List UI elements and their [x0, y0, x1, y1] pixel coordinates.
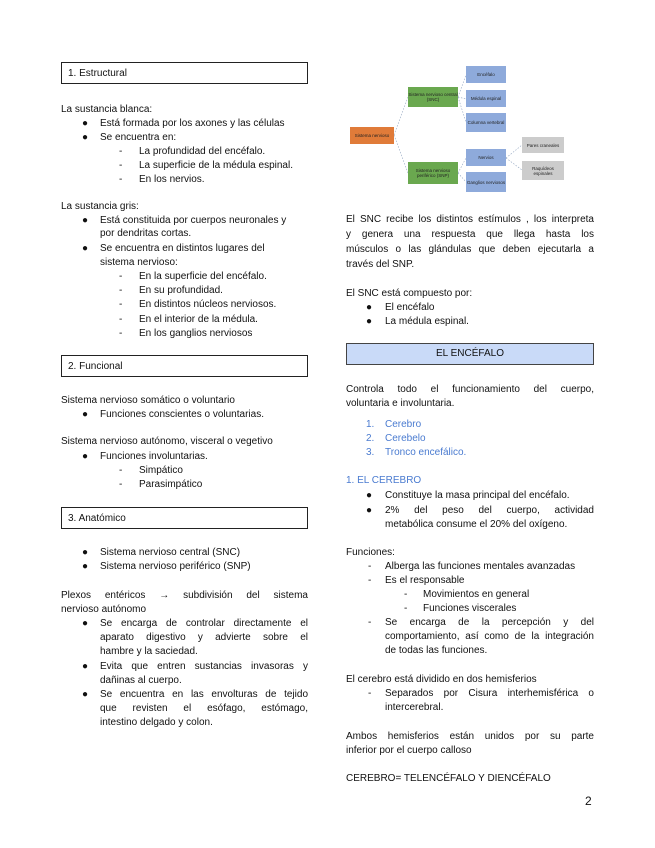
- list-item: En su profundidad.: [139, 285, 223, 296]
- text-plexos-title-cont: nervioso autónomo: [61, 604, 147, 615]
- list-item: En la superficie del encéfalo.: [139, 271, 267, 282]
- list-item-cont: por dendritas cortas.: [100, 228, 192, 239]
- list-item: Simpático: [139, 465, 183, 476]
- dash: -: [404, 589, 408, 600]
- ordered-item-cerebelo: Cerebelo: [385, 433, 426, 444]
- text-sustancia-gris-title: La sustancia gris:: [61, 201, 139, 212]
- subheading-cerebro: 1. EL CEREBRO: [346, 475, 422, 486]
- list-item: Sistema nervioso central (SNC): [100, 547, 241, 558]
- text-plexos-title: Plexos entéricos → subdivisión del sistema: [61, 590, 308, 601]
- bullet: ●: [366, 316, 373, 327]
- ordered-item-cerebro: Cerebro: [385, 419, 422, 430]
- text-autonomo-title: Sistema nervioso autónomo, visceral o vegetivo: [61, 436, 273, 447]
- bullet: ●: [82, 451, 89, 462]
- text-hemisferios: El cerebro está dividido en dos hemisferios: [346, 674, 537, 685]
- text-somatico-title: Sistema nervioso somático o voluntario: [61, 395, 235, 406]
- diagram-node-raquideos: Raquídeos espinales: [522, 161, 564, 180]
- bullet: ●: [82, 618, 89, 629]
- ordered-number: 2.: [366, 433, 375, 444]
- list-item: Está formada por los axones y las células: [100, 118, 285, 129]
- list-item: 2% del peso del cuerpo, actividad: [385, 505, 594, 516]
- paragraph-unidos-cont: inferior por el cuerpo calloso: [346, 745, 472, 756]
- dash: -: [119, 271, 123, 282]
- list-item: La médula espinal.: [385, 316, 469, 327]
- bullet: ●: [82, 243, 89, 254]
- list-item: Evita que entren sustancias invasoras y: [100, 661, 308, 672]
- dash: -: [119, 174, 123, 185]
- list-item-cont: comportamiento, así como de la integración: [385, 631, 594, 642]
- list-item-cont: sistema nervioso:: [100, 257, 178, 268]
- list-item: En el interior de la médula.: [139, 314, 258, 325]
- bullet: ●: [82, 132, 89, 143]
- text-funciones: Funciones:: [346, 547, 395, 558]
- bullet: ●: [82, 561, 89, 572]
- paragraph-snc-cont: y genera una respuesta que llega hasta los: [346, 229, 594, 240]
- list-item: Funciones conscientes o voluntarias.: [100, 409, 264, 420]
- list-item: Es el responsable: [385, 575, 465, 586]
- paragraph-snc: El SNC recibe los distintos estímulos , los interpreta: [346, 214, 594, 225]
- list-item-cont: intestino delgado y colon.: [100, 717, 213, 728]
- list-item: En los ganglios nerviosos: [139, 328, 253, 339]
- dash: -: [368, 561, 372, 572]
- dash: -: [368, 688, 372, 699]
- text-compuesto: El SNC está compuesto por:: [346, 288, 473, 299]
- paragraph-controla: Controla todo el funcionamiento del cuerpo,: [346, 384, 594, 395]
- list-item: Está constituida por cuerpos neuronales y: [100, 215, 287, 226]
- list-item: Se encarga de la percepción y del: [385, 617, 594, 628]
- diagram-node-nervios: Nervios: [466, 149, 506, 166]
- paragraph-controla-cont: voluntaria e involuntaria.: [346, 398, 455, 409]
- section-heading-funcional: 2. Funcional: [61, 355, 308, 377]
- bullet: ●: [82, 689, 89, 700]
- list-item: Sistema nervioso periférico (SNP): [100, 561, 251, 572]
- diagram-node-root: Sistema nervioso: [350, 127, 394, 144]
- paragraph-snc-cont: músculos o las glándulas que deben ejecutarla a: [346, 244, 594, 255]
- list-item: Se encuentra en:: [100, 132, 177, 143]
- list-item-cont: hambre y la saciedad.: [100, 646, 198, 657]
- section-heading-anatomico: 3. Anatómico: [61, 507, 308, 529]
- list-item-cont: dañinas al cuerpo.: [100, 675, 182, 686]
- list-item: Parasimpático: [139, 479, 203, 490]
- dash: -: [119, 314, 123, 325]
- list-item: Movimientos en general: [423, 589, 530, 600]
- diagram-node-columna: Columna vertebral: [466, 113, 506, 132]
- list-item: Funciones viscerales: [423, 603, 517, 614]
- list-item-cont: metabólica consume el 20% del oxígeno.: [385, 519, 568, 530]
- diagram-node-medula: Médula espinal: [466, 90, 506, 107]
- list-item: Se encuentra en distintos lugares del: [100, 243, 265, 254]
- list-item: Se encarga de controlar directamente el: [100, 618, 308, 629]
- diagram-node-encefalo: Encéfalo: [466, 66, 506, 83]
- dash: -: [119, 160, 123, 171]
- ordered-item-tronco: Tronco encefálico.: [385, 447, 467, 458]
- dash: -: [368, 575, 372, 586]
- text-formula: CEREBRO= TELENCÉFALO Y DIENCÉFALO: [346, 773, 551, 784]
- list-item: Separados por Cisura interhemisférica o: [385, 688, 594, 699]
- list-item: En los nervios.: [139, 174, 205, 185]
- dash: -: [119, 146, 123, 157]
- paragraph-snc-cont: través del SNP.: [346, 259, 415, 270]
- list-item-cont: de todas las funciones.: [385, 645, 488, 656]
- list-item: Funciones involuntarias.: [100, 451, 208, 462]
- diagram-node-snp: Sistema nervioso periférico (SNP): [408, 162, 458, 184]
- dash: -: [119, 479, 123, 490]
- text-sustancia-blanca-title: La sustancia blanca:: [61, 104, 153, 115]
- bullet: ●: [366, 490, 373, 501]
- bullet: ●: [366, 505, 373, 516]
- diagram-node-snc: Sistema nervioso central (SNC): [408, 87, 458, 107]
- dash: -: [368, 617, 372, 628]
- diagram-node-ganglios: Ganglios nerviosos: [466, 172, 506, 192]
- dash: -: [119, 285, 123, 296]
- dash: -: [119, 328, 123, 339]
- section-heading-estructural: 1. Estructural: [61, 62, 308, 84]
- section-heading-encefalo: EL ENCÉFALO: [346, 343, 594, 365]
- list-item: Alberga las funciones mentales avanzadas: [385, 561, 576, 572]
- bullet: ●: [82, 409, 89, 420]
- ordered-number: 3.: [366, 447, 375, 458]
- bullet: ●: [82, 661, 89, 672]
- bullet: ●: [366, 302, 373, 313]
- nervous-system-diagram: [346, 55, 596, 205]
- list-item: El encéfalo: [385, 302, 435, 313]
- bullet: ●: [82, 118, 89, 129]
- list-item: La profundidad del encéfalo.: [139, 146, 266, 157]
- list-item: Constituye la masa principal del encéfalo.: [385, 490, 570, 501]
- list-item-cont: que revisten el esófago, estómago,: [100, 703, 308, 714]
- dash: -: [119, 465, 123, 476]
- list-item: La superficie de la médula espinal.: [139, 160, 293, 171]
- list-item-cont: aparato digestivo y advierte sobre el: [100, 632, 308, 643]
- paragraph-unidos: Ambos hemisferios están unidos por su parte: [346, 731, 594, 742]
- dash: -: [119, 299, 123, 310]
- ordered-number: 1.: [366, 419, 375, 430]
- dash: -: [404, 603, 408, 614]
- bullet: ●: [82, 215, 89, 226]
- bullet: ●: [82, 547, 89, 558]
- list-item-cont: intercerebral.: [385, 702, 444, 713]
- page-number: 2: [585, 794, 592, 808]
- list-item: En distintos núcleos nerviosos.: [139, 299, 277, 310]
- list-item: Se encuentra en las envolturas de tejido: [100, 689, 308, 700]
- diagram-node-pares: Pares craneales: [522, 137, 564, 153]
